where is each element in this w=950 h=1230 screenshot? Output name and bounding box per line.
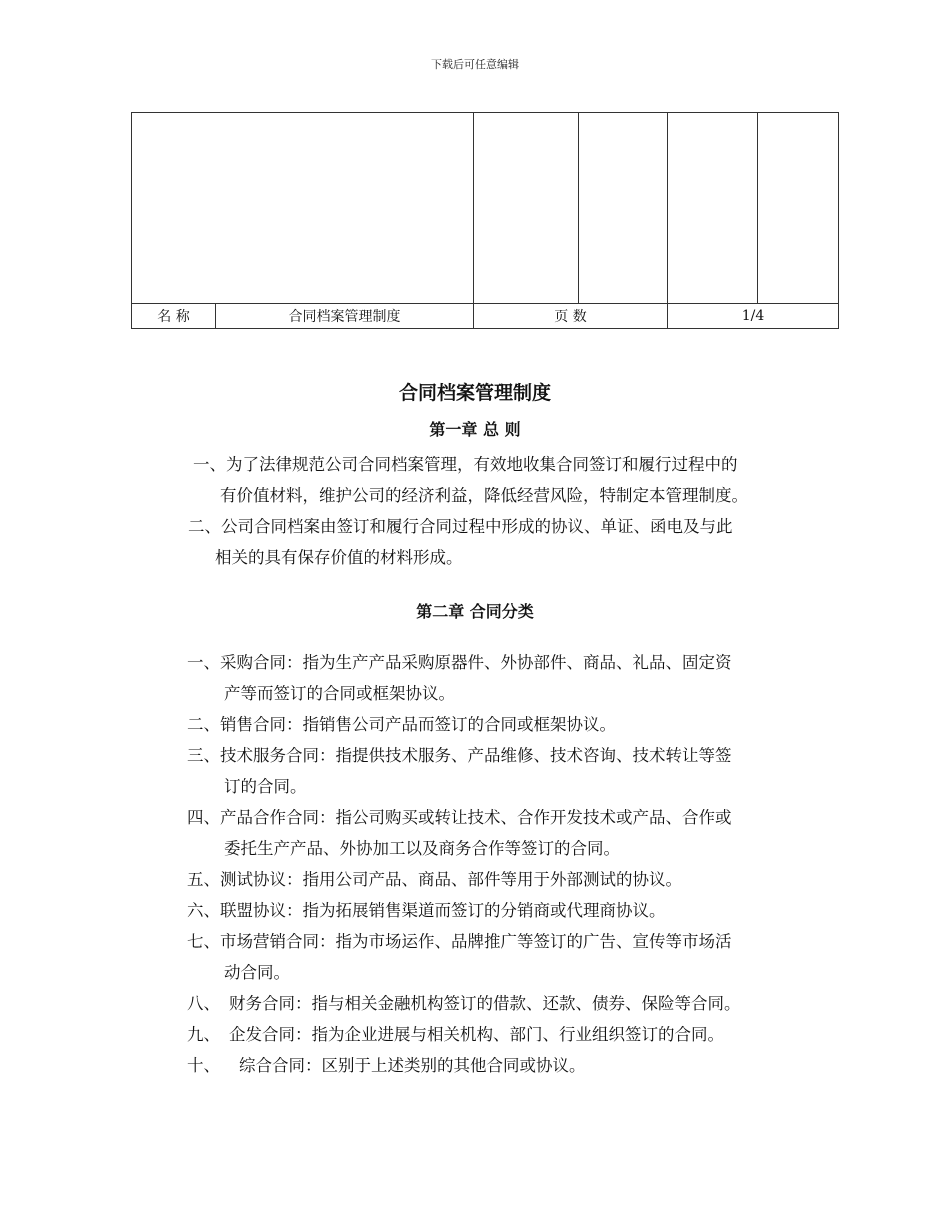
ch1-item-1: 一、为了法律规范公司合同档案管理，有效地收集合同签订和履行过程中的 有价值材料，维护公司的经济利益，降低经营风险，特制定本管理制度。 — [193, 455, 748, 505]
ch2-item-4: 四、产品合作合同：指公司购买或转让技术、合作开发技术或产品、合作或 委托生产产品、外协加工以及商务合作等签订的合同。 — [187, 808, 732, 858]
ch2-item-6: 六、联盟协议：指为拓展销售渠道而签订的分销商或代理商协议。 — [187, 901, 666, 920]
ch2-item-9: 九、 企发合同：指为企业进展与相关机构、部门、行业组织签订的合同。 — [187, 1025, 724, 1044]
header-cell-2 — [579, 113, 668, 304]
ch2-item-8: 八、 财务合同：指与相关金融机构签订的借款、还款、债券、保险等合同。 — [187, 994, 741, 1013]
ch1-item-2: 二、公司合同档案由签订和履行合同过程中形成的协议、单证、函电及与此 相关的具有保存价值的材料形成。 — [188, 517, 733, 567]
name-value: 合同档案管理制度 — [216, 304, 474, 329]
document-header-table — [131, 112, 839, 329]
header-cell-3 — [668, 113, 758, 304]
document-title: 合同档案管理制度 — [398, 382, 551, 404]
header-note: 下载后可任意编辑 — [431, 58, 519, 71]
header-cell-1 — [474, 113, 579, 304]
logo-cell — [132, 113, 474, 304]
ch2-item-7: 七、市场营销合同：指为市场运作、品牌推广等签订的广告、宣传等市场活 动合同。 — [187, 932, 732, 982]
header-cell-4 — [758, 113, 839, 304]
ch2-item-3: 三、技术服务合同：指提供技术服务、产品维修、技术咨询、技术转让等签 订的合同。 — [187, 746, 732, 796]
pages-label: 页 数 — [474, 304, 668, 329]
pages-value: 1/4 — [668, 304, 839, 329]
ch2-item-1: 一、采购合同：指为生产产品采购原器件、外协部件、商品、礼品、固定资 产等而签订的合同或框架协议。 — [187, 653, 732, 703]
ch2-item-5: 五、测试协议：指用公司产品、商品、部件等用于外部测试的协议。 — [187, 870, 682, 889]
name-label: 名 称 — [132, 304, 216, 329]
chapter2-heading: 第二章 合同分类 — [416, 602, 534, 621]
chapter1-heading: 第一章 总 则 — [429, 420, 521, 439]
ch2-item-2: 二、销售合同：指销售公司产品而签订的合同或框架协议。 — [187, 715, 616, 734]
ch2-item-10: 十、 综合合同：区别于上述类别的其他合同或协议。 — [187, 1056, 586, 1075]
